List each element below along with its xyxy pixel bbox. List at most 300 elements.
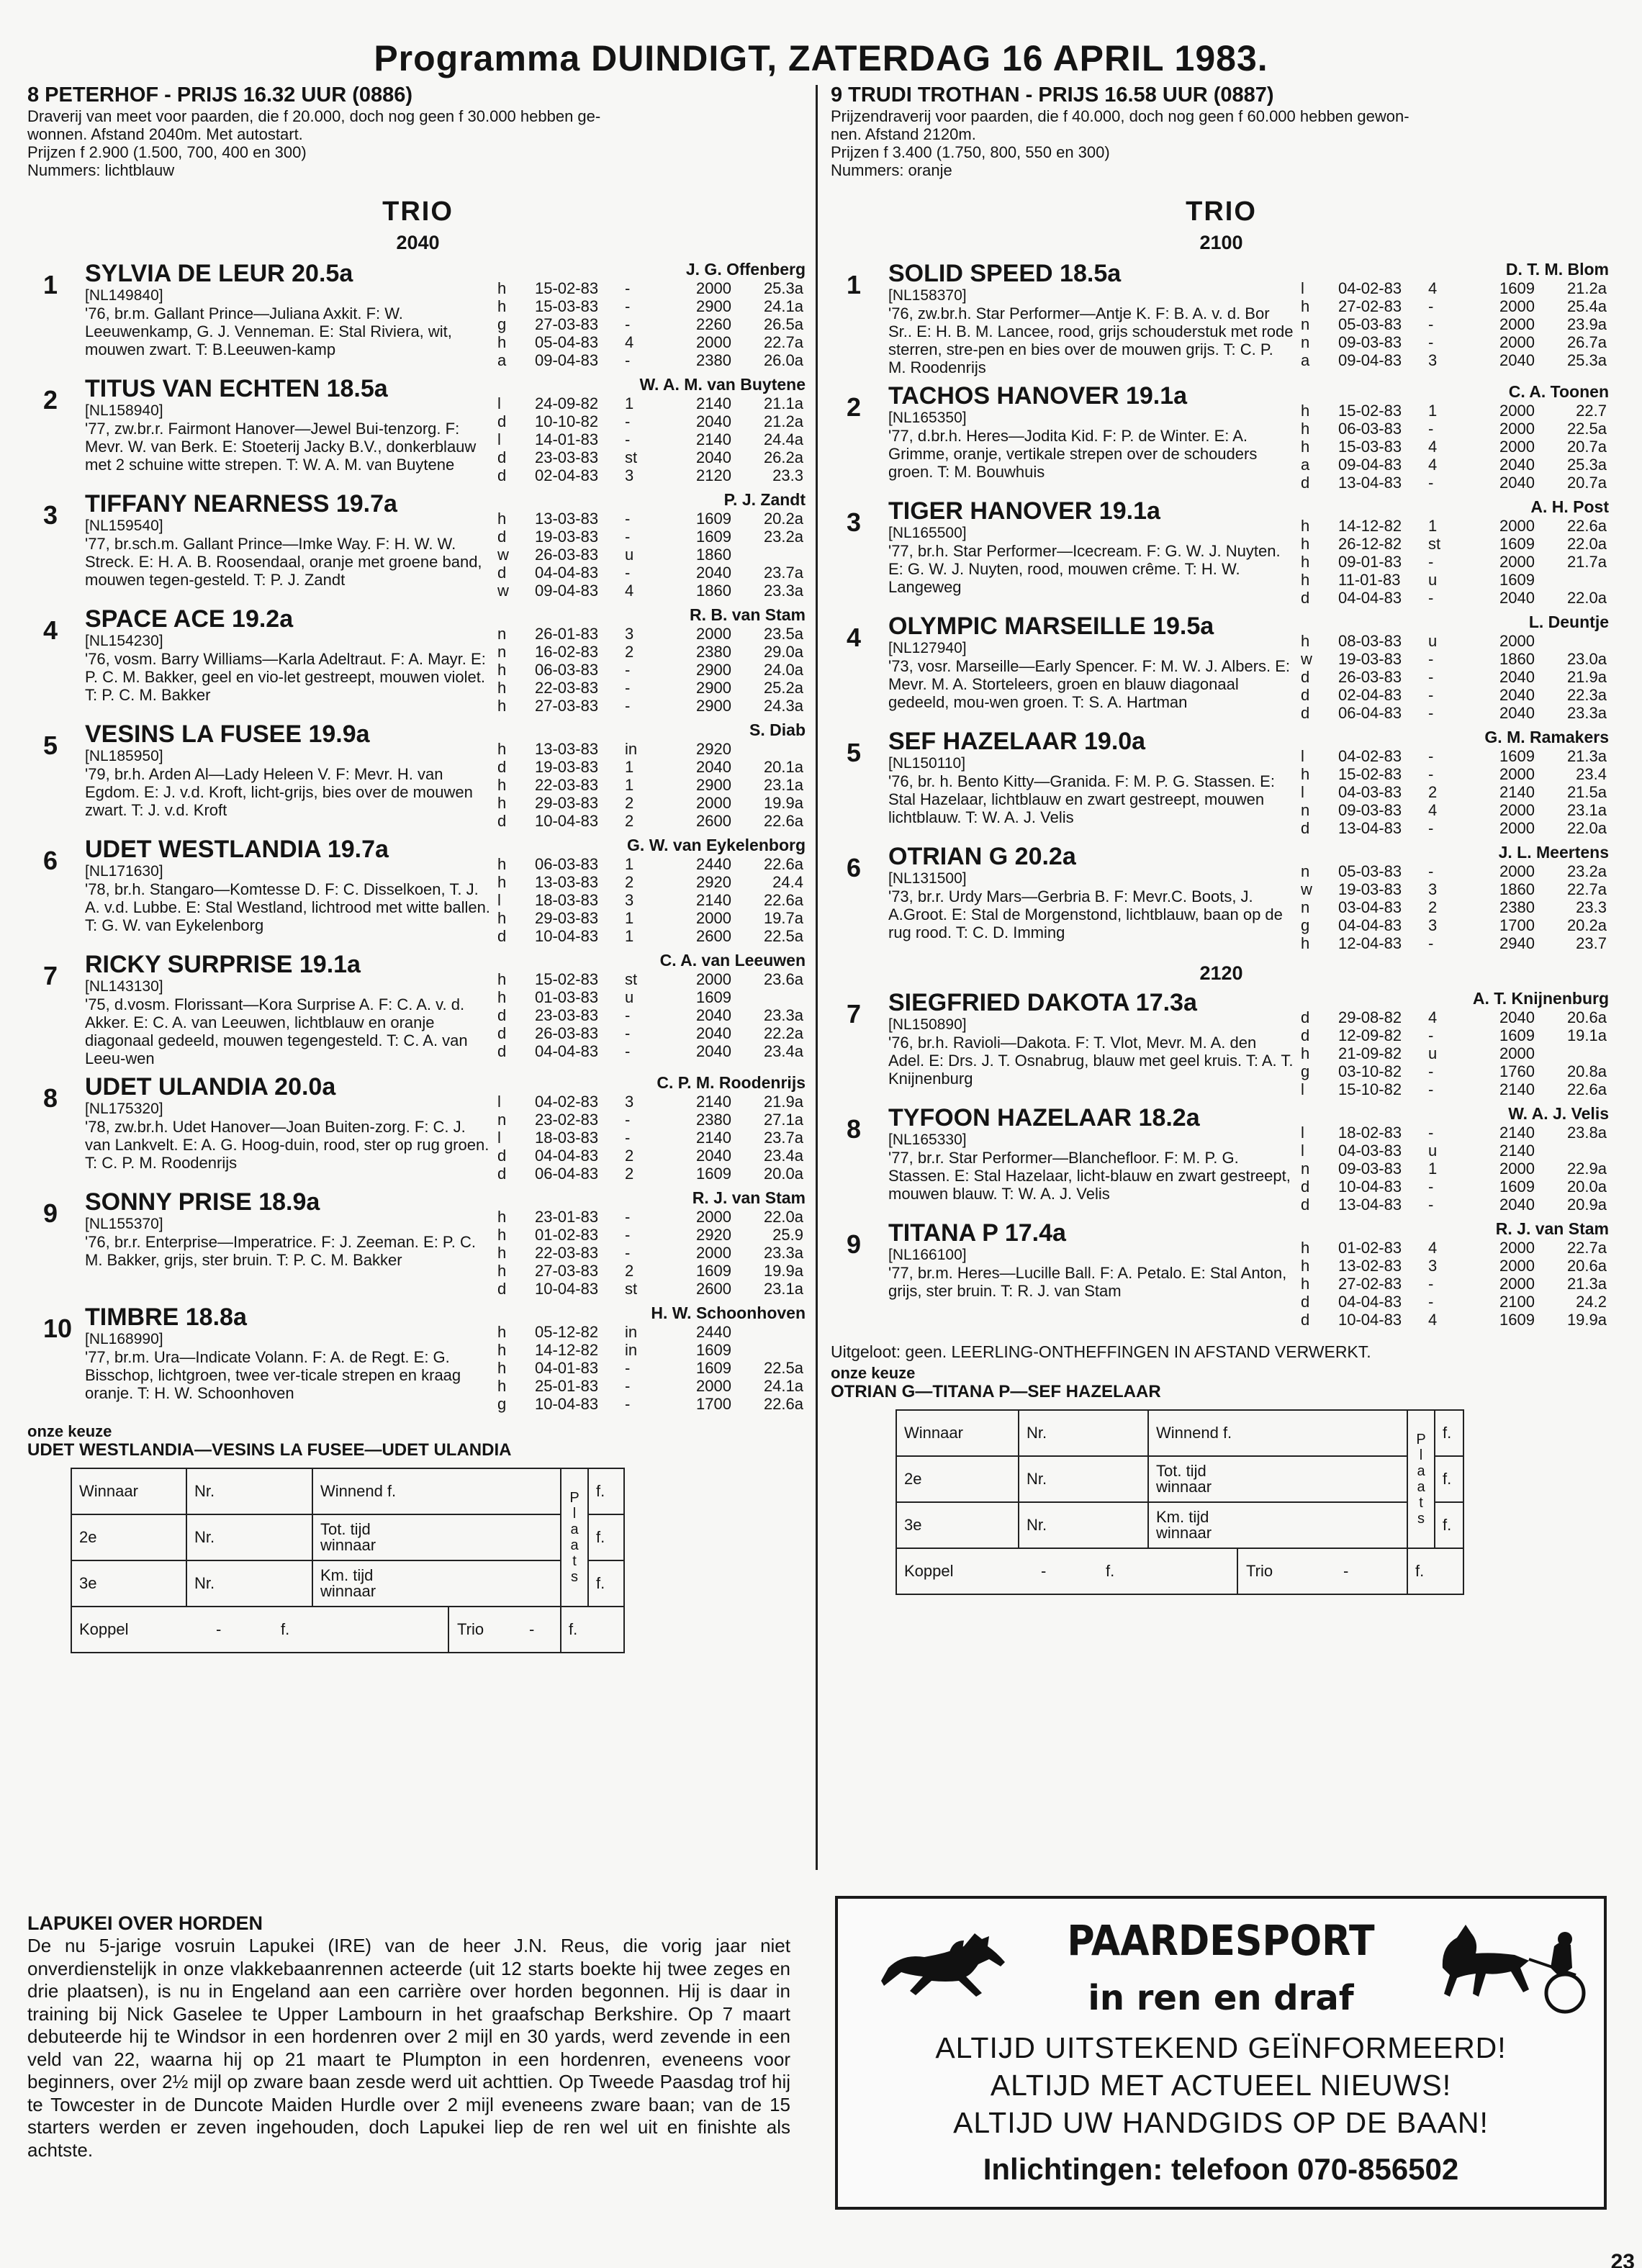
km-time: 20.0a xyxy=(763,1165,803,1183)
nr-label: Nr. xyxy=(186,1514,312,1560)
koppel-f: f. xyxy=(281,1620,290,1638)
placing: - xyxy=(1428,1026,1434,1044)
horse-pedigree: '77, zw.br.r. Fairmont Hanover—Jewel Bui-tenzorg. F: Mevr. W. van Berk. E: Stoeterij Jacky B.V., donkerblauw met 2 schuine witte strepen. T: W. A. M. van Buytene xyxy=(85,420,477,474)
horse-registration: [NL158370] xyxy=(888,287,967,304)
nr-label: Nr. xyxy=(1019,1456,1148,1502)
race-date: 15-02-83 xyxy=(535,970,599,988)
ad-title: PAARDESPORT xyxy=(1067,1916,1375,1965)
race-distance: 2000 xyxy=(696,1244,731,1262)
result-line xyxy=(492,1147,808,1165)
horse-pedigree: '77, br.h. Star Performer—Icecream. F: G. W. J. Nuyten. E: G. W. J. Nuyten, rood, mouwen crême. T: H. W. Langeweg xyxy=(888,542,1281,596)
horse-form xyxy=(1295,1219,1612,1329)
race-distance: 2000 xyxy=(1499,420,1535,438)
race-date: 13-03-83 xyxy=(535,740,599,758)
race-date: 02-04-83 xyxy=(535,466,599,484)
km-time: 23.5a xyxy=(763,625,803,643)
km-time: 25.3a xyxy=(763,279,803,297)
page-title: Programma DUINDIGT, ZATERDAG 16 APRIL 1983. xyxy=(374,38,1268,78)
race-distance: 2040 xyxy=(1499,474,1535,492)
result-line xyxy=(1295,402,1612,420)
winnend-label: Winnend f. xyxy=(1148,1410,1407,1456)
result-line xyxy=(492,1006,808,1024)
race-date: 26-01-83 xyxy=(535,625,599,643)
result-line xyxy=(492,279,808,297)
race-distance: 2040 xyxy=(1499,589,1535,607)
result-line xyxy=(1295,783,1612,801)
km-time: 20.2a xyxy=(1566,916,1607,934)
horse-number: 7 xyxy=(847,999,862,1029)
km-time: 27.1a xyxy=(763,1111,803,1129)
km-time: 23.4a xyxy=(763,1147,803,1165)
km-time: 22.6a xyxy=(763,891,803,909)
ad-line-3: ALTIJD UW HANDGIDS OP DE BAAN! xyxy=(953,2106,1489,2139)
koppel-cell[interactable] xyxy=(71,1607,561,1653)
race-date: 13-04-83 xyxy=(1338,819,1402,837)
placing: 2 xyxy=(625,873,634,891)
horse-list xyxy=(831,260,1612,1329)
race-date: 26-03-83 xyxy=(535,1024,599,1042)
horse-form xyxy=(1295,497,1612,607)
horse-pedigree: '76, vosm. Barry Williams—Karla Adeltraut. F: A. Mayr. E: P. C. M. Bakker, geel en vio-let gestreept, mouwen violet. T: P. C. M. Bakker xyxy=(85,650,486,704)
km-time: 23.9a xyxy=(1566,315,1607,333)
horse-registration: [NL154230] xyxy=(85,633,163,649)
placing: - xyxy=(1428,333,1434,351)
koppel-cell[interactable] xyxy=(896,1548,1407,1594)
horse-name: TITUS VAN ECHTEN 18.5a xyxy=(85,375,388,402)
km-time: 23.7a xyxy=(763,564,803,582)
result-line xyxy=(492,1165,808,1183)
driver-name: C. P. M. Roodenrijs xyxy=(657,1073,806,1092)
race-date: 09-03-83 xyxy=(1338,333,1402,351)
race-date: 14-12-82 xyxy=(535,1341,599,1359)
race-date: 04-03-83 xyxy=(1338,783,1402,801)
horse-info xyxy=(888,497,1295,607)
placing: 2 xyxy=(1428,898,1438,916)
track-code: d xyxy=(497,927,507,945)
track-code: l xyxy=(1301,747,1304,765)
result-line xyxy=(492,812,808,830)
race-distance: 2040 xyxy=(696,1006,731,1024)
driver-name: R. B. van Stam xyxy=(689,605,806,624)
track-code: h xyxy=(497,333,507,351)
result-line xyxy=(1295,916,1612,934)
placing: - xyxy=(1428,668,1434,686)
placing: u xyxy=(625,988,634,1006)
placing: - xyxy=(625,1395,631,1413)
track-code: h xyxy=(497,909,507,927)
horse-name: TIMBRE 18.8a xyxy=(85,1304,247,1331)
horse-pedigree: '77, br.sch.m. Gallant Prince—Imke Way. F: H. W. W. Streck. E: H. A. B. Roosendaal, oranje met groene band, mouwen tegen-gesteld. T: P. J. Zandt xyxy=(85,535,482,589)
race-distance: 1609 xyxy=(696,528,731,546)
result-line xyxy=(492,1377,808,1395)
horse-form xyxy=(1295,728,1612,837)
track-code: d xyxy=(1301,1196,1310,1214)
track-code: h xyxy=(1301,553,1310,571)
result-line xyxy=(1295,1008,1612,1026)
race-distance: 2000 xyxy=(696,625,731,643)
result-line xyxy=(492,988,808,1006)
race-date: 15-03-83 xyxy=(535,297,599,315)
race-distance: 2000 xyxy=(1499,765,1535,783)
track-code: d xyxy=(497,448,507,466)
race-date: 04-04-83 xyxy=(535,1147,599,1165)
placing: - xyxy=(1428,747,1434,765)
result-line xyxy=(492,855,808,873)
km-time: 26.2a xyxy=(763,448,803,466)
race-distance: 2140 xyxy=(1499,1124,1535,1142)
placing: - xyxy=(625,412,631,430)
result-line xyxy=(492,1323,808,1341)
result-line xyxy=(492,740,808,758)
km-time xyxy=(1535,571,1607,589)
result-line xyxy=(1295,1044,1612,1062)
result-line xyxy=(1295,747,1612,765)
track-code: h xyxy=(497,1244,507,1262)
track-code: d xyxy=(497,1006,507,1024)
placing: 3 xyxy=(1428,916,1438,934)
km-time: 25.9 xyxy=(772,1226,803,1244)
km-time: 23.1a xyxy=(763,1280,803,1298)
horse-name: TACHOS HANOVER 19.1a xyxy=(888,382,1188,410)
horse-form xyxy=(492,1073,808,1183)
horse-name: TIGER HANOVER 19.1a xyxy=(888,497,1160,525)
placing: - xyxy=(1428,1124,1434,1142)
nr-label: Nr. xyxy=(186,1560,312,1607)
race-date: 27-02-83 xyxy=(1338,297,1402,315)
race-distance: 1609 xyxy=(1499,571,1535,589)
horse-name: VESINS LA FUSEE 19.9a xyxy=(85,720,370,748)
horse-name: SIEGFRIED DAKOTA 17.3a xyxy=(888,989,1197,1016)
race-date: 13-04-83 xyxy=(1338,1196,1402,1214)
km-time: 22.6a xyxy=(763,1395,803,1413)
horse-registration: [NL185950] xyxy=(85,748,163,764)
race-date: 10-04-83 xyxy=(1338,1311,1402,1329)
placing: - xyxy=(1428,650,1434,668)
race-date: 29-03-83 xyxy=(535,794,599,812)
km-time: 22.6a xyxy=(763,855,803,873)
result-line xyxy=(492,315,808,333)
km-time xyxy=(731,740,803,758)
result-line xyxy=(1295,553,1612,571)
km-time: 21.3a xyxy=(1566,1275,1607,1293)
horse-number: 5 xyxy=(43,731,58,760)
track-code: l xyxy=(497,430,501,448)
driver-name: H. W. Schoonhoven xyxy=(651,1304,806,1322)
km-time: 20.7a xyxy=(1566,474,1607,492)
placing: - xyxy=(1428,420,1434,438)
race-distance: 2920 xyxy=(696,740,731,758)
result-line xyxy=(1295,704,1612,722)
result-line xyxy=(1295,589,1612,607)
km-time: 29.0a xyxy=(763,643,803,661)
track-code: d xyxy=(497,1042,507,1060)
race-distance: 2040 xyxy=(1499,704,1535,722)
horse-info xyxy=(85,720,492,830)
placing: - xyxy=(1428,1196,1434,1214)
plaats-2-field[interactable]: f. xyxy=(1435,1456,1463,1502)
race-date: 21-09-82 xyxy=(1338,1044,1402,1062)
result-line xyxy=(492,1042,808,1060)
race-distance: 2000 xyxy=(696,1377,731,1395)
km-time: 22.6a xyxy=(763,812,803,830)
km-time: 22.2a xyxy=(763,1024,803,1042)
horse-number: 8 xyxy=(847,1114,862,1144)
km-time: 19.7a xyxy=(763,909,803,927)
plaats-3-field[interactable]: f. xyxy=(1435,1502,1463,1548)
result-line xyxy=(1295,474,1612,492)
result-line xyxy=(492,448,808,466)
result-line xyxy=(1295,1275,1612,1293)
km-time: 26.0a xyxy=(763,351,803,369)
race-distance: 2600 xyxy=(696,1280,731,1298)
horse-pedigree: '73, br.r. Urdy Mars—Gerbria B. F: Mevr.C. Boots, J. A.Groot. E: Stal de Morgenstond, lichtblauw, baan op de rug rood. T: C. D. Imming xyxy=(888,887,1283,941)
horse-name: UDET ULANDIA 20.0a xyxy=(85,1073,336,1101)
race-9-column xyxy=(831,83,1612,1595)
km-time: 23.3 xyxy=(772,466,803,484)
placing: - xyxy=(625,315,631,333)
race-distance: 2000 xyxy=(1499,517,1535,535)
race-distance: 2380 xyxy=(696,351,731,369)
result-line xyxy=(1295,1178,1612,1196)
race-distance: 2900 xyxy=(696,297,731,315)
race-date: 05-04-83 xyxy=(535,333,599,351)
km-time: 21.3a xyxy=(1566,747,1607,765)
horse-registration: [NL171630] xyxy=(85,863,163,880)
race-date: 04-02-83 xyxy=(1338,747,1402,765)
race-distance: 2920 xyxy=(696,873,731,891)
race-distance: 2000 xyxy=(1499,1160,1535,1178)
result-line xyxy=(1295,315,1612,333)
race-distance: 2900 xyxy=(696,776,731,794)
horse-name: OTRIAN G 20.2a xyxy=(888,843,1076,870)
horse-number: 4 xyxy=(43,615,58,645)
race-date: 05-03-83 xyxy=(1338,315,1402,333)
result-line xyxy=(492,582,808,600)
race-distance: 1609 xyxy=(696,988,731,1006)
km-time: 24.0a xyxy=(763,661,803,679)
race-date: 13-03-83 xyxy=(535,510,599,528)
horse-name: TIFFANY NEARNESS 19.7a xyxy=(85,490,397,518)
horse-number: 8 xyxy=(43,1083,58,1113)
track-code: h xyxy=(1301,297,1310,315)
race-date: 10-04-83 xyxy=(535,927,599,945)
result-line xyxy=(492,776,808,794)
tot-tijd-label: Tot. tijd winnaar xyxy=(1148,1456,1407,1502)
horse-entry xyxy=(27,490,808,600)
horse-info xyxy=(85,605,492,715)
placing: - xyxy=(1428,553,1434,571)
plaats-3-field[interactable]: f. xyxy=(588,1560,624,1607)
track-code: d xyxy=(1301,686,1310,704)
driver-name: G. M. Ramakers xyxy=(1484,728,1609,746)
race-distance: 2900 xyxy=(696,679,731,697)
horse-name: SYLVIA DE LEUR 20.5a xyxy=(85,260,353,287)
track-code: d xyxy=(497,528,507,546)
result-line xyxy=(492,1111,808,1129)
track-code: d xyxy=(497,412,507,430)
race-distance: 2040 xyxy=(1499,1008,1535,1026)
race-date: 19-03-83 xyxy=(1338,880,1402,898)
trio-label: Trio xyxy=(457,1620,484,1638)
track-code: d xyxy=(1301,668,1310,686)
keuze-picks: UDET WESTLANDIA—VESINS LA FUSEE—UDET ULANDIA xyxy=(27,1440,512,1460)
trio-field[interactable]: f. xyxy=(561,1607,624,1653)
placing: - xyxy=(1428,819,1434,837)
horse-pedigree: '77, br.r. Star Performer—Blanchefloor. F: M. P. G. Stassen. E: Stal Hazelaar, licht-blauw en zwart gestreept, mouwen blauw. T: W. A. J. Velis xyxy=(888,1149,1291,1203)
nr-label: Nr. xyxy=(1019,1502,1148,1548)
race-distance: 1860 xyxy=(1499,650,1535,668)
race-date: 08-03-83 xyxy=(1338,632,1402,650)
placing: 1 xyxy=(625,927,634,945)
driver-name: D. T. M. Blom xyxy=(1505,260,1609,279)
race-date: 04-03-83 xyxy=(1338,1142,1402,1160)
horse-form xyxy=(1295,613,1612,722)
trio-field[interactable]: f. xyxy=(1407,1548,1463,1594)
race-distance: 1609 xyxy=(1499,1178,1535,1196)
driver-name: W. A. J. Velis xyxy=(1508,1104,1609,1123)
km-time: 25.3a xyxy=(1566,351,1607,369)
race-distance: 2380 xyxy=(1499,898,1535,916)
race-distance: 2000 xyxy=(1499,1275,1535,1293)
winnaar-label: Winnaar xyxy=(896,1410,1019,1456)
horse-form xyxy=(492,1188,808,1298)
race-distance: 2000 xyxy=(696,1208,731,1226)
horse-entry xyxy=(27,1304,808,1413)
race-conditions: Draverij van meet voor paarden, die f 20.000, doch nog geen f 30.000 hebben ge- wonnen. Afstand 2040m. Met autostart. Prijzen f 2.900 (1.500, 700, 400 en 300) Nummers: lichtblauw xyxy=(27,107,601,179)
horse-entry xyxy=(831,989,1612,1098)
horse-registration: [NL175320] xyxy=(85,1101,163,1117)
placing: - xyxy=(625,510,631,528)
race-distance: 1700 xyxy=(696,1395,731,1413)
track-code: d xyxy=(497,758,507,776)
driver-name: A. T. Knijnenburg xyxy=(1472,989,1609,1008)
km-time: 21.2a xyxy=(763,412,803,430)
horse-entry xyxy=(831,613,1612,722)
placing: - xyxy=(625,351,631,369)
track-code: l xyxy=(1301,1080,1304,1098)
race-date: 19-03-83 xyxy=(1338,650,1402,668)
horse-entry xyxy=(831,260,1612,376)
race-date: 04-04-83 xyxy=(1338,916,1402,934)
result-line xyxy=(492,1129,808,1147)
track-code: h xyxy=(497,279,507,297)
track-code: h xyxy=(1301,765,1310,783)
km-time: 24.3a xyxy=(763,697,803,715)
result-line xyxy=(492,430,808,448)
km-time: 24.2 xyxy=(1576,1293,1607,1311)
driver-name: S. Diab xyxy=(749,720,806,739)
race-date: 13-04-83 xyxy=(1338,474,1402,492)
plaats-1-field[interactable]: f. xyxy=(1435,1410,1463,1456)
track-code: h xyxy=(1301,438,1310,456)
race-distance: 2040 xyxy=(1499,668,1535,686)
placing: 3 xyxy=(625,466,634,484)
placing: - xyxy=(625,661,631,679)
track-code: h xyxy=(497,297,507,315)
horse-registration: [NL149840] xyxy=(85,287,163,304)
track-code: l xyxy=(1301,1142,1304,1160)
race-date: 22-03-83 xyxy=(535,776,599,794)
horse-info xyxy=(888,1104,1295,1214)
horse-form xyxy=(1295,260,1612,376)
result-line xyxy=(492,1359,808,1377)
horse-name: SPACE ACE 19.2a xyxy=(85,605,294,633)
horse-pedigree: '76, br.h. Ravioli—Dakota. F: T. Vlot, Mevr. M. A. den Adel. E: Drs. J. T. Osnabrug, blauw met geel kruis. T: A. T. Knijnenburg xyxy=(888,1034,1294,1088)
placing: 4 xyxy=(1428,1311,1438,1329)
race-date: 06-03-83 xyxy=(1338,420,1402,438)
race-date: 04-04-83 xyxy=(1338,1293,1402,1311)
race-date: 14-12-82 xyxy=(1338,517,1402,535)
track-code: w xyxy=(1301,880,1312,898)
result-line xyxy=(492,661,808,679)
track-code: l xyxy=(497,1129,501,1147)
result-line xyxy=(492,1208,808,1226)
race-date: 01-02-83 xyxy=(1338,1239,1402,1257)
placing: 3 xyxy=(1428,880,1438,898)
track-code: d xyxy=(497,466,507,484)
race-distance: 2040 xyxy=(696,564,731,582)
nr-label: Nr. xyxy=(186,1468,312,1514)
track-code: h xyxy=(1301,1044,1310,1062)
placing: - xyxy=(1428,297,1434,315)
horse-info xyxy=(888,382,1295,492)
result-line xyxy=(492,1280,808,1298)
horse-entry xyxy=(831,1104,1612,1214)
race-date: 25-01-83 xyxy=(535,1377,599,1395)
placing: - xyxy=(625,564,631,582)
result-line xyxy=(1295,456,1612,474)
plaats-2-field[interactable]: f. xyxy=(588,1514,624,1560)
track-code: g xyxy=(1301,916,1310,934)
track-code: d xyxy=(497,1024,507,1042)
track-code: h xyxy=(497,855,507,873)
km-time: 22.5a xyxy=(763,1359,803,1377)
horse-name: TYFOON HAZELAAR 18.2a xyxy=(888,1104,1200,1131)
driver-name: A. H. Post xyxy=(1530,497,1609,516)
trio-dash: - xyxy=(529,1620,535,1638)
placing: - xyxy=(1428,1293,1434,1311)
horse-number: 6 xyxy=(847,853,862,882)
track-code: d xyxy=(1301,1311,1310,1329)
race-date: 10-04-83 xyxy=(535,812,599,830)
km-time: 24.4 xyxy=(772,873,803,891)
track-code: d xyxy=(1301,1293,1310,1311)
horse-entry xyxy=(831,843,1612,952)
track-code: g xyxy=(497,315,507,333)
track-code: h xyxy=(1301,1257,1310,1275)
race-date: 09-03-83 xyxy=(1338,1160,1402,1178)
track-code: d xyxy=(497,1280,507,1298)
race-distance: 2000 xyxy=(1499,297,1535,315)
km-time: 21.9a xyxy=(763,1093,803,1111)
horse-form xyxy=(492,605,808,715)
race-distance: 2000 xyxy=(1499,553,1535,571)
result-line xyxy=(492,546,808,564)
plaats-label: P l a a t s xyxy=(561,1468,588,1607)
track-code: a xyxy=(1301,351,1310,369)
placing: - xyxy=(625,279,631,297)
result-line xyxy=(1295,1160,1612,1178)
race-distance: 2380 xyxy=(696,1111,731,1129)
km-time: 22.6a xyxy=(1566,1080,1607,1098)
track-code: l xyxy=(497,891,501,909)
plaats-1-field[interactable]: f. xyxy=(588,1468,624,1514)
race-date: 18-03-83 xyxy=(535,891,599,909)
driver-name: W. A. M. van Buytene xyxy=(639,375,806,394)
result-line xyxy=(1295,1062,1612,1080)
result-line xyxy=(1295,1196,1612,1214)
horse-registration: [NL155370] xyxy=(85,1216,163,1232)
